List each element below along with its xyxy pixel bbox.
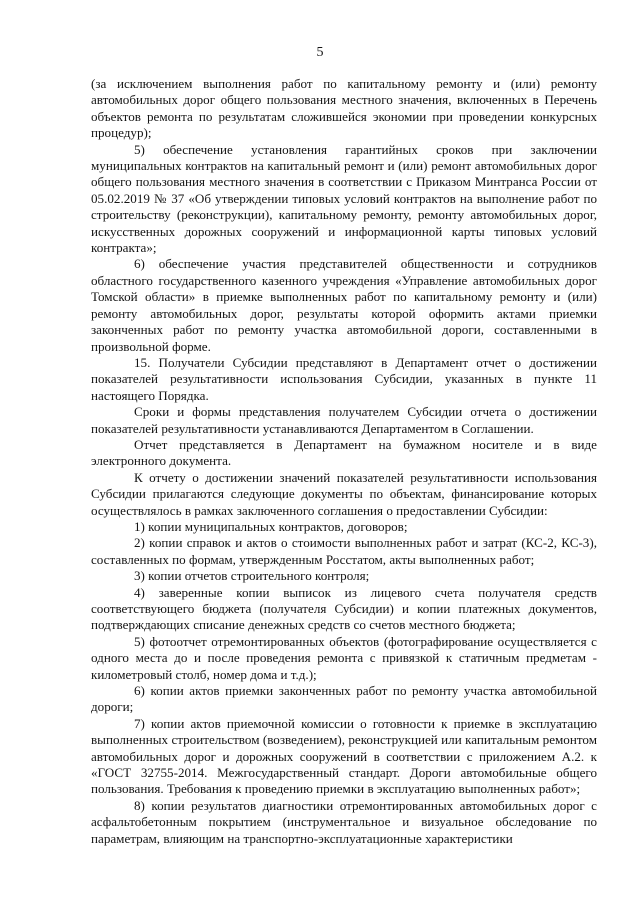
list-item-4-account-statements: 4) заверенные копии выписок из лицевого счета получателя средств соответствующего бюджета (получателя Субсидии) и копии платежных документов, подтверждающих списание денежных средств со счетов местного бюджета;: [91, 584, 597, 633]
list-item-5-photo-report: 5) фотоотчет отремонтированных объектов (фотографирование осуществляется с одного места до и после проведения ремонта с привязкой к статичным предметам - километровый столб, номер дома и т.д.);: [91, 633, 597, 682]
list-item-1-contracts: 1) копии муниципальных контрактов, договоров;: [134, 518, 408, 534]
document-body: [91, 76, 597, 847]
list-item-7-commission-acts: 7) копии актов приемочной комиссии о готовности к приемке в эксплуатацию выполненных строительством (возведением), реконструкцией или капитальным ремонтом автомобильных дорог и дорожных сооружений в соответствии с приложением А.2. к «ГОСТ 32755-2014. Межгосударственный стандарт. Дороги автомобильные общего пользования. Требования к проведению приемки в эксплуатацию выполненных работ»;: [91, 715, 597, 797]
page-number: 5: [316, 45, 324, 60]
list-item-2-certificates: 2) копии справок и актов о стоимости выполненных работ и затрат (КС-2, КС-3), составленных по формам, утвержденным Росстатом, акты выполненных работ;: [91, 535, 597, 567]
paragraph-item-5-warranty: 5) обеспечение установления гарантийных сроков при заключении муниципальных контрактов на капитальный ремонт и (или) ремонт автомобильных дорог общего пользования местного значения в соответствии с Приказом Минтранса России от 05.02.2019 № 37 «Об утверждении типовых условий контрактов на выполнение работ по строительству (реконструкции), капитальному ремонту, ремонту автомобильных дорог, искусственных дорожных сооружений и информационной карты типовых условий контракта»;: [91, 141, 597, 256]
paragraph-intro-continuation: (за исключением выполнения работ по капитальному ремонту и (или) ремонту автомобильных дорог общего пользования местного значения, включенных в Перечень объектов ремонта по результатам сложившейся экономии при проведении конкурсных процедур);: [91, 76, 597, 141]
paragraph-item-6-public-participation: 6) обеспечение участия представителей общественности и сотрудников областного государственного казенного учреждения «Управление автомобильных дорог Томской области» в приемке выполненных работ по капитальному ремонту и (или) ремонту автомобильных дорог, результаты которой оформить актами приемки законченных работ по ремонту участка автомобильной дороги, составленными в произвольной форме.: [91, 256, 597, 354]
paragraph-attachments-intro: К отчету о достижении значений показателей результативности использования Субсидии прилагаются следующие документы по объектам, финансирование которых осуществлялось в рамках заключенного соглашения о предоставлении Субсидии:: [91, 469, 597, 518]
paragraph-report-format: Отчет представляется в Департамент на бумажном носителе и в виде электронного документа.: [91, 436, 597, 469]
paragraph-report-deadlines: Сроки и формы представления получателем Субсидии отчета о достижении показателей результативности устанавливаются Департаментом в Соглашении.: [91, 404, 597, 436]
list-item-6-acceptance-acts: 6) копии актов приемки законченных работ по ремонту участка автомобильной дороги;: [91, 683, 597, 715]
list-item-3-control-reports: 3) копии отчетов строительного контроля;: [134, 568, 370, 584]
list-item-8-diagnostics: 8) копии результатов диагностики отремонтированных автомобильных дорог с асфальтобетонным покрытием (инструментальное и визуальное обследование по параметрам, влияющим на транспортно-эксплуатационные характеристики: [91, 797, 597, 846]
paragraph-clause-15: 15. Получатели Субсидии представляют в Департамент отчет о достижении показателей результативности использования Субсидии, указанных в пункте 11 настоящего Порядка.: [91, 354, 597, 403]
